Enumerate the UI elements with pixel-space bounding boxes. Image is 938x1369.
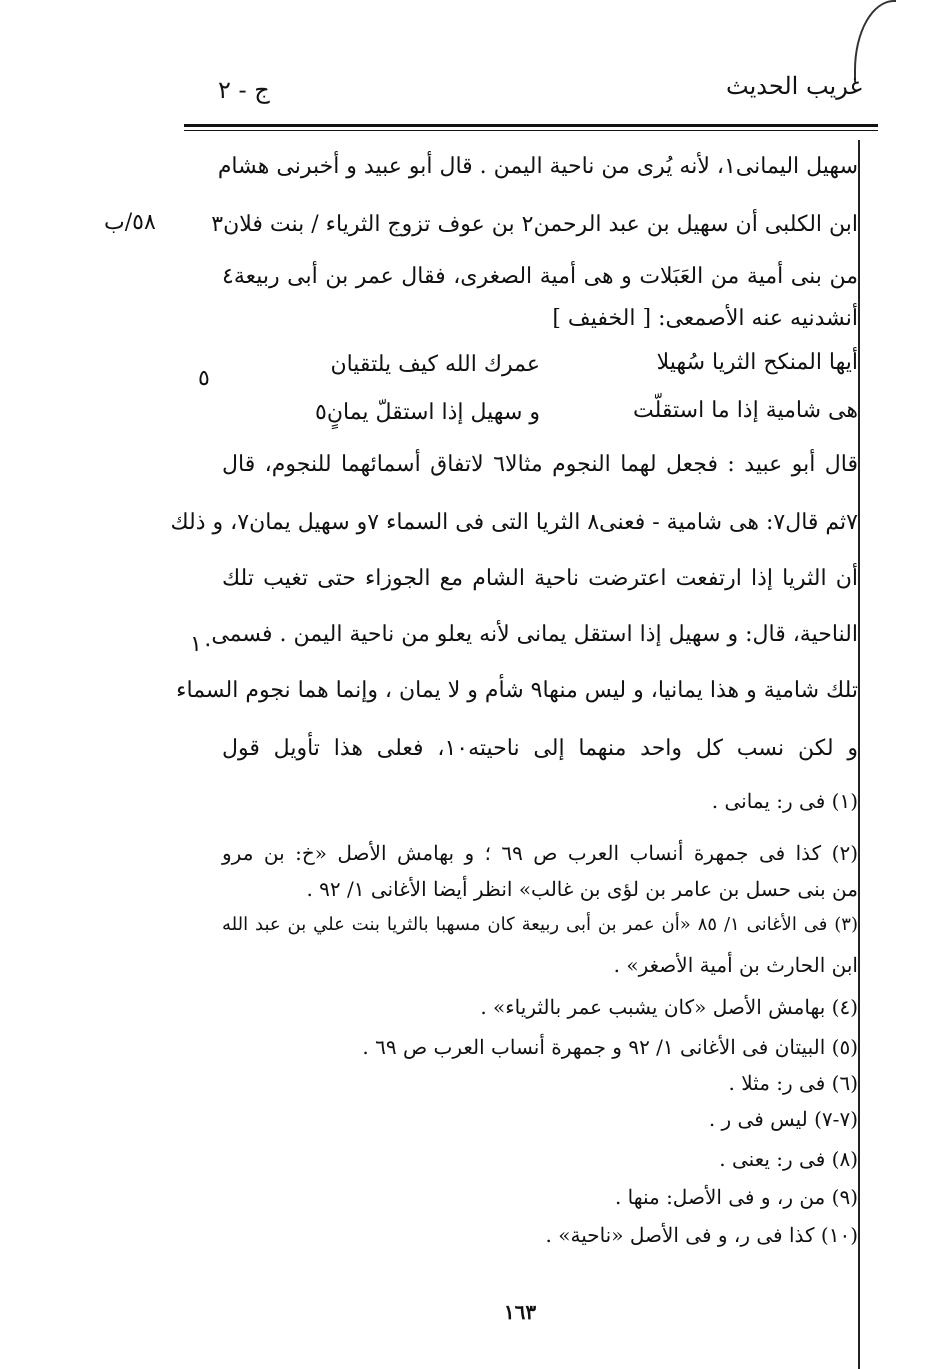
volume-label: ج - ٢ [218,76,270,104]
text-line-1: سهيل اليمانى١، لأنه يُرى من ناحية اليمن . قال أبو عبيد و أخبرنى هشام [217,154,858,179]
text-line-4: أنشدنيه عنه الأصمعى: [ الخفيف ] [552,306,858,331]
page-corner-curl [854,0,896,82]
footnote-9: (٩) من ر، و فى الأصل: منها . [614,1185,858,1209]
text-line-7: أن الثريا إذا ارتفعت اعترضت ناحية الشام مع الجوزاء حتى تغيب تلك [222,566,858,591]
page-number: ١٦٣ [503,1300,537,1324]
text-line-3: من بنى أمية من العَبَلات و هى أمية الصغرى، فقال عمر بن أبى ربيعة٤ [222,264,858,289]
footnote-1: (١) فى ر: يمانى . [711,789,858,813]
footnote-6: (٦) فى ر: مثلا . [728,1071,858,1095]
header-rule-thick [184,124,878,127]
verse-1-first-hemistich: أيها المنكح الثريا سُهيلا [656,350,858,375]
verse-2-second-hemistich: و سهيل إذا استقلّ يمانٍ٥ [315,400,540,425]
folio-marker: ٥٨/ب [104,210,156,235]
binding-margin-line [858,140,860,1369]
footnote-8: (٨) فى ر: يعنى . [719,1147,858,1171]
text-line-9: تلك شامية و هذا يمانيا، و ليس منها٩ شأم و لا يمان ، وإنما هما نجوم السماء [176,678,858,703]
footnote-2: (٢) كذا فى جمهرة أنساب العرب ص ٦٩ ؛ و بهامش الأصل «خ: بن مرو [222,841,859,865]
verse-1-second-hemistich: عمرك الله كيف يلتقيان [330,352,540,377]
line-number-10: ١٠ [190,632,214,657]
text-line-2: ابن الكلبى أن سهيل بن عبد الرحمن٢ بن عوف تزوج الثرياء / بنت فلان٣ [211,212,858,237]
header-rule-thin [184,130,878,131]
text-line-5: قال أبو عبيد : فجعل لهما النجوم مثالا٦ لاتفاق أسمائهما للنجوم، قال [222,452,858,477]
footnote-7: (٧-٧) ليس فى ر . [708,1107,858,1131]
running-title: غريب الحديث [726,72,862,100]
footnote-5: (٥) البيتان فى الأغانى ١/ ٩٢ و جمهرة أنساب العرب ص ٦٩ . [362,1035,858,1059]
footnote-4: (٤) بهامش الأصل «كان يشبب عمر بالثرياء» . [480,995,858,1019]
text-line-8: الناحية، قال: و سهيل إذا استقل يمانى لأنه يعلو من ناحية اليمن . فسمى [211,622,858,647]
text-line-6: ٧ثم قال٧: هى شامية - فعنى٨ الثريا التى فى السماء ٧و سهيل يمان٧، و ذلك [170,510,858,535]
footnote-10: (١٠) كذا فى ر، و فى الأصل «ناحية» . [545,1223,858,1247]
footnote-3-cont: ابن الحارث بن أمية الأصغر» . [613,953,858,977]
footnote-3: (٣) فى الأغانى ١/ ٨٥ «أن عمر بن أبى ربيعة كان مسهبا بالثريا بنت علي بن عبد الله [222,914,858,935]
text-line-10: و لكن نسب كل واحد منهما إلى ناحيته١٠، فعلى هذا تأويل قول [222,736,858,761]
verse-2-first-hemistich: هى شامية إذا ما استقلّت [633,398,858,423]
line-number-5: ٥ [198,366,210,391]
footnote-2-cont: من بنى حسل بن عامر بن لؤى بن غالب» انظر أيضا الأغانى ١/ ٩٢ . [306,877,858,901]
